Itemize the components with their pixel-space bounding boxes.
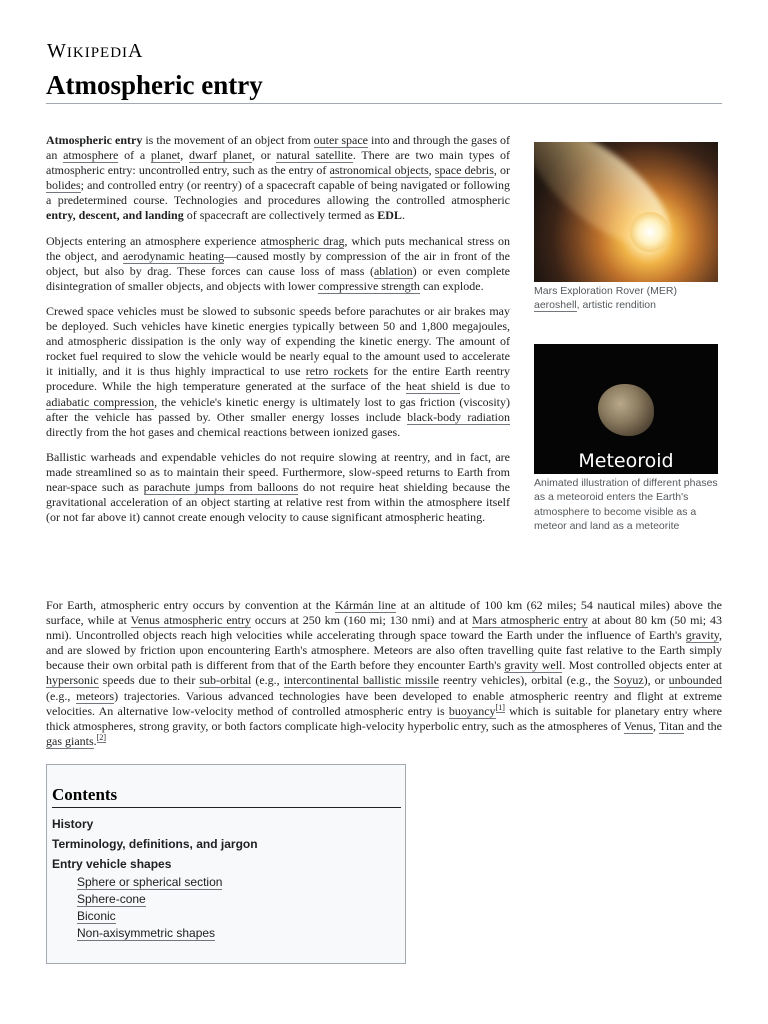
meteoroid-image-label: Meteoroid [578, 450, 674, 472]
inline-link[interactable]: unbounded [668, 673, 722, 688]
inline-link[interactable]: intercontinental ballistic missile [283, 673, 439, 688]
text-run: and the [683, 718, 722, 733]
inline-link[interactable]: buoyancy [448, 703, 496, 718]
aeroshell-link[interactable]: aeroshell [534, 299, 577, 312]
text-run: of a [118, 148, 151, 163]
meteoroid-rock [598, 384, 654, 436]
toc-subitem-biconic[interactable]: Biconic [77, 909, 116, 923]
text-run: . [93, 733, 97, 748]
text-run: , or [493, 163, 511, 178]
inline-link[interactable]: retro rockets [305, 364, 369, 379]
text-run: is due to [459, 379, 510, 394]
paragraph-1 [46, 133, 510, 224]
text-run: ; and controlled entry (or reentry) of a spacecraft capable of being navigated or following a predetermined course. Technologies and procedures allowing the controlled atmospheric [46, 178, 510, 208]
text-run: , [180, 148, 189, 163]
inline-link[interactable]: ablation [373, 263, 413, 278]
text-run: ) or even complete disintegration of smaller objects, and objects with lower [46, 263, 511, 293]
figure-aeroshell [534, 142, 718, 313]
text-run: for the entire Earth reentry procedure. While the high temperature generated at the surface of the [46, 364, 510, 394]
text-run: occurs at 250 km (160 mi; 130 nmi) and at [251, 613, 473, 628]
inline-link[interactable]: dwarf planet [188, 148, 253, 163]
text-run: , the vehicle's kinetic energy is ultimately lost to gas friction (viscosity) after the vehicle has passed by. Other smaller energy losses include [46, 394, 510, 424]
table-of-contents [46, 764, 406, 964]
inline-link[interactable]: atmosphere [63, 148, 119, 163]
text-run: (e.g., [46, 688, 77, 703]
inline-link[interactable]: adiabatic compression [46, 394, 155, 409]
inline-link[interactable]: aerodynamic heating [122, 248, 225, 263]
text-run: which is suitable for planetary entry where thick atmospheres, strong gravity, or both factors complicate high-velocity hyperbolic entry, such as the atmospheres of [46, 703, 722, 733]
figure-meteoroid [534, 344, 718, 533]
toc-item-entry-vehicle-shapes[interactable]: Entry vehicle shapes [52, 857, 172, 871]
inline-link[interactable]: outer space [313, 133, 368, 147]
inline-link[interactable]: sub-orbital [199, 673, 252, 688]
inline-link[interactable]: natural satellite [276, 148, 353, 163]
toc-item-history[interactable]: History [52, 817, 94, 831]
text-run: For Earth, atmospheric entry occurs by convention at the [46, 598, 336, 612]
toc-subitem-non-axisymmetric[interactable]: Non-axisymmetric shapes [77, 926, 216, 940]
inline-link[interactable]: gravity [685, 628, 719, 643]
text-run: do not require heat shielding because the gravitational acceleration of an object starting at relative rest from within the atmosphere itself (or not far above it) cannot create enough velocity to cause significant atmospheric heating. [46, 479, 511, 525]
toc-title: Contents [52, 785, 401, 808]
citation-ref[interactable]: [2] [96, 732, 106, 742]
meteoroid-image[interactable] [534, 344, 718, 474]
inline-link[interactable]: bolides [46, 178, 81, 193]
text-run: , which puts mechanical stress on the object, and [46, 233, 510, 263]
text-run: —caused mostly by compression of the air in front of the object, but also by drag. These forces can cause loss of mass ( [46, 248, 511, 278]
text-run: Objects entering an atmosphere experience [46, 233, 261, 248]
inline-link[interactable]: space debris [434, 163, 494, 178]
toc-item-terminology[interactable]: Terminology, definitions, and jargon [52, 837, 258, 851]
inline-link[interactable]: black-body radiation [407, 409, 510, 424]
inline-link[interactable]: gravity well [504, 658, 563, 673]
text-run: (e.g., [251, 673, 284, 688]
aeroshell-image[interactable] [534, 142, 718, 282]
inline-link[interactable]: Soyuz [613, 673, 644, 688]
text-run: directly from the hot gases and chemical reactions between ionized gases. [46, 424, 401, 439]
bold-term: EDL [377, 208, 402, 223]
inline-link[interactable]: Venus atmospheric entry [130, 613, 251, 628]
text-run: is the movement of an object from [142, 133, 314, 147]
inline-link[interactable]: compressive strength [318, 278, 420, 293]
page-title: Atmospheric entry [46, 70, 722, 104]
inline-link[interactable]: atmospheric drag [260, 233, 345, 248]
toc-subitem-sphere-cone[interactable]: Sphere-cone [77, 892, 146, 906]
text-run: into and through the gases of an [46, 133, 510, 163]
text-run: at about 80 km (50 mi; 43 nmi). Uncontrolled objects reach high velocities while accelerating through space toward the Earth under the influence of Earth's [46, 613, 723, 643]
text-run: , and are slowed by friction upon encountering Earth's atmosphere. Meteors are also often travelling quite fast relative to the Earth simply because their own orbital path is different from that of the Earth before they encounter Earth's [46, 628, 722, 673]
toc-subitem-sphere[interactable]: Sphere or spherical section [77, 875, 223, 889]
text-run: of spacecraft are collectively termed as [183, 208, 378, 223]
paragraph-5 [46, 598, 722, 749]
text-run: . [401, 208, 405, 223]
inline-link[interactable]: Titan [658, 718, 684, 733]
figure-caption: Animated illustration of different phases as a meteoroid enters the Earth's atmosphere to become visible as a meteor and land as a meteorite [534, 477, 718, 532]
text-run: , [428, 163, 435, 178]
text-run: ) trajectories. Various advanced technologies have been developed to enable atmospheric reentry and flight at extreme velocities. An alternative low-velocity method of controlled atmospheric entry is [46, 688, 722, 718]
inline-link[interactable]: Venus [623, 718, 654, 733]
text-run: can explode. [419, 278, 484, 293]
text-run: , or [252, 148, 277, 163]
citation-ref[interactable]: [1] [495, 702, 505, 712]
text-run: reentry vehicles), orbital (e.g., the [439, 673, 614, 688]
text-run: Ballistic warheads and expendable vehicles do not require slowing at reentry, and in fact, are made streamlined so as to maintain their speed. Furthermore, slow-speed returns to Earth from near-space such as [46, 449, 510, 494]
intro-column [46, 133, 510, 535]
figure-caption: Mars Exploration Rover (MER) aeroshell, artistic rendition [534, 285, 677, 312]
inline-link[interactable]: heat shield [405, 379, 460, 394]
paragraph-3 [46, 304, 510, 440]
bold-term: Atmospheric entry [46, 133, 143, 147]
wikipedia-logo[interactable]: WIKIPEDIA [47, 40, 144, 62]
inline-link[interactable]: Mars atmospheric entry [472, 613, 588, 628]
full-width-body [46, 598, 722, 759]
text-run: speeds due to their [98, 673, 200, 688]
text-run: Crewed space vehicles must be slowed to subsonic speeds before parachutes or air brakes may be deployed. Such vehicles have kinetic energies typically between 50 and 1,800 megajoules, and atmospheric dissipation is the only way of expending the kinetic energy. The amount of rocket fuel required to slow the vehicle would be nearly equal to the amount used to accelerate it initially, and it is thus highly impractical to use [46, 303, 510, 379]
glowing-capsule [630, 212, 670, 252]
text-run: , [653, 718, 659, 733]
bold-term: entry, descent, and landing [46, 208, 184, 223]
text-run: . Most controlled objects enter at [562, 658, 722, 673]
inline-link[interactable]: meteors [76, 688, 115, 703]
text-run: at an altitude of 100 km (62 miles; 54 nautical miles) above the surface, while at [46, 598, 722, 628]
inline-link[interactable]: planet [150, 148, 181, 163]
plasma-trail [534, 142, 688, 267]
paragraph-2 [46, 234, 510, 294]
inline-link[interactable]: Kármán line [335, 598, 397, 612]
text-run: . There are two main types of atmospheric entry: uncontrolled entry, such as the entry of [46, 148, 510, 178]
inline-link[interactable]: hypersonic [46, 673, 99, 688]
inline-link[interactable]: gas giants [46, 733, 94, 748]
paragraph-4 [46, 450, 510, 525]
inline-link[interactable]: astronomical objects [329, 163, 429, 178]
inline-link[interactable]: parachute jumps from balloons [143, 479, 299, 494]
text-run: ), or [643, 673, 669, 688]
